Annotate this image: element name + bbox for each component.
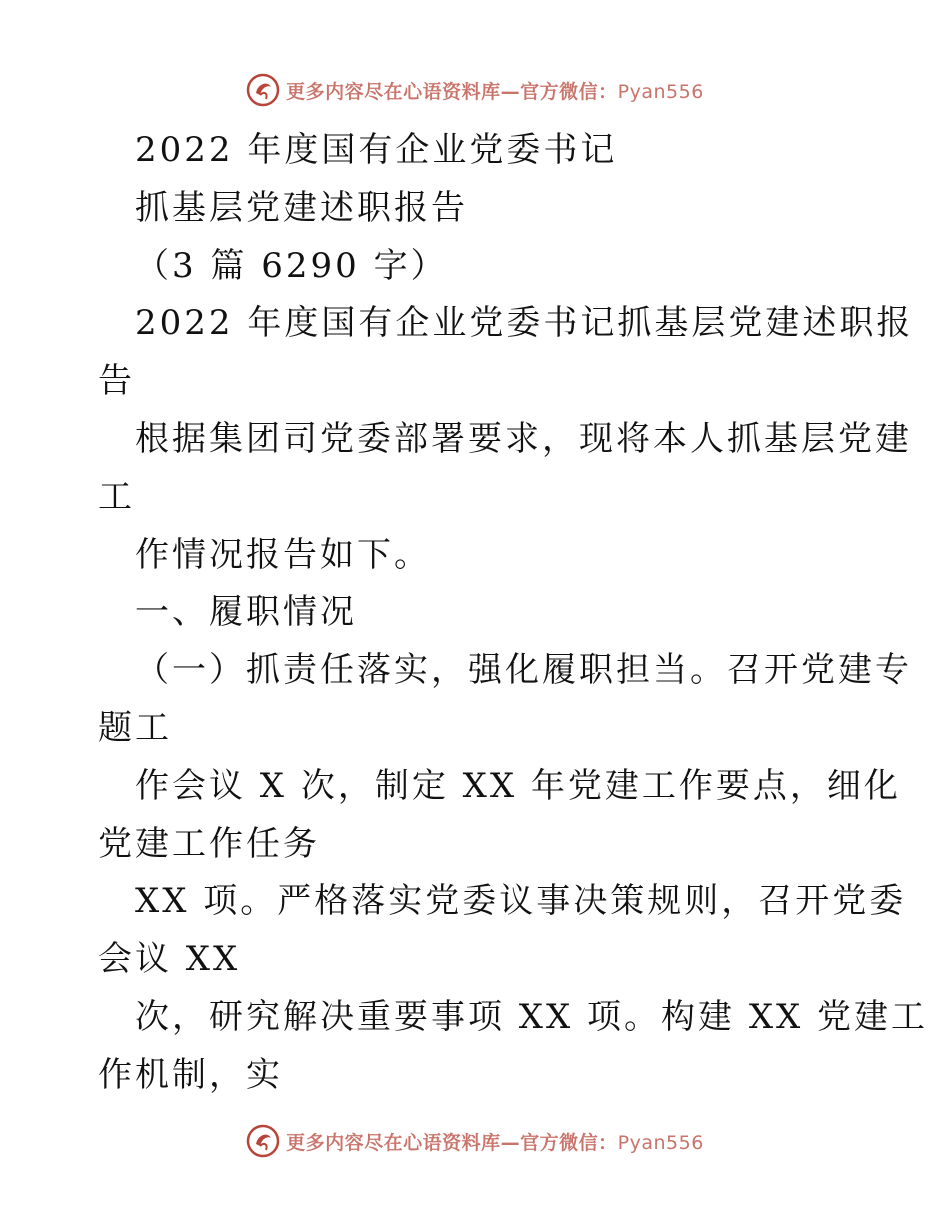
text-line: 一、履职情况: [135, 592, 357, 633]
text-line: 党建工作任务: [98, 823, 320, 864]
header-watermark: [0, 70, 950, 110]
watermark-text: 更多内容尽在心语资料库—官方微信：Pyan556: [286, 1131, 704, 1154]
text-line: （3 篇 6290 字）: [135, 245, 448, 286]
text-line: 2022 年度国有企业党委书记: [135, 130, 618, 170]
rose-logo-icon: [246, 1124, 280, 1158]
footer-watermark: [0, 1121, 950, 1161]
text-line: 次，研究解决重要事项 XX 项。构建 XX 党建工: [135, 996, 929, 1037]
text-line: 2022 年度国有企业党委书记抓基层党建述职报: [135, 303, 914, 344]
text-line: 题工: [98, 707, 172, 748]
text-line: （一）抓责任落实，强化履职担当。召开党建专: [135, 650, 912, 691]
text-line: 作机制，实: [98, 1054, 283, 1095]
rose-logo-icon: [246, 73, 280, 107]
text-line: 抓基层党建述职报告: [135, 187, 468, 228]
text-line: 工: [98, 476, 135, 517]
watermark-text: 更多内容尽在心语资料库—官方微信：Pyan556: [286, 80, 704, 103]
text-line: XX 项。严格落实党委议事决策规则，召开党委: [135, 881, 907, 922]
text-line: 告: [98, 361, 135, 402]
text-line: 作会议 X 次，制定 XX 年党建工作要点，细化: [135, 765, 901, 806]
document-body: [98, 122, 929, 1105]
text-line: 根据集团司党委部署要求，现将本人抓基层党建: [135, 418, 912, 459]
text-line: 会议 XX: [98, 939, 241, 980]
text-line: 作情况报告如下。: [135, 534, 431, 575]
